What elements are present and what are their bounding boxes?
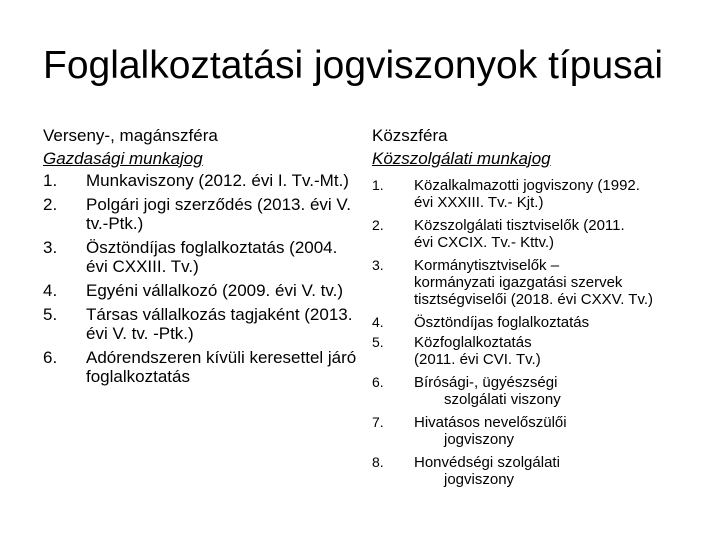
private-sector-column: [43, 126, 363, 391]
item-text: Közfoglalkoztatás: [414, 334, 532, 351]
item-text-continued: (2011. évi CVI. Tv.): [414, 351, 541, 368]
item-number: 3.: [372, 257, 384, 273]
list-item: [43, 171, 363, 190]
item-text: Kormánytisztviselők –: [414, 257, 560, 274]
list-item: [372, 334, 702, 368]
item-text: Társas vállalkozás tagjaként (2013. évi V. tv. -Ptk.): [86, 305, 353, 343]
item-number: 6.: [372, 374, 384, 390]
item-text-continued: jogviszony: [444, 431, 515, 448]
list-item: [43, 348, 363, 386]
item-text-continued: kormányzati igazgatási szervek tisztségviselői (2018. évi CXXV. Tv.): [414, 274, 653, 308]
item-number: 2.: [372, 217, 384, 233]
item-text: Egyéni vállalkozó (2009. évi V. tv.): [86, 281, 344, 300]
item-text: Hivatásos nevelőszülői: [414, 414, 567, 431]
item-text-continued: évi CXCIX. Tv.- Kttv.): [414, 234, 555, 251]
list-item: [372, 217, 702, 251]
list-item: [43, 195, 363, 233]
item-number: 1.: [43, 171, 58, 190]
item-text: Bírósági-, ügyészségi: [414, 374, 558, 391]
list-item: [372, 257, 702, 308]
item-text: Polgári jogi szerződés (2013. évi V. tv.-Ptk.): [86, 195, 351, 233]
list-item: [372, 177, 702, 211]
item-number: 6.: [43, 348, 58, 367]
private-sector-subheading: Gazdasági munkajog: [43, 149, 203, 168]
item-text-continued: jogviszony: [444, 471, 515, 488]
item-text: Munkaviszony (2012. évi I. Tv.-Mt.): [86, 171, 349, 190]
item-number: 4.: [372, 314, 384, 330]
private-sector-heading: Verseny-, magánszféra: [43, 126, 218, 145]
list-item: [43, 238, 363, 276]
item-text: Honvédségi szolgálati: [414, 454, 560, 471]
private-sector-list: [43, 171, 363, 386]
item-number: 1.: [372, 177, 384, 193]
item-number: 5.: [43, 305, 58, 324]
item-number: 5.: [372, 334, 384, 350]
list-item: [372, 314, 702, 331]
item-number: 8.: [372, 454, 384, 470]
list-item: [372, 454, 702, 488]
item-number: 4.: [43, 281, 58, 300]
item-text: Közalkalmazotti jogviszony (1992.: [414, 177, 640, 194]
item-text: Ösztöndíjas foglalkoztatás (2004. évi CXXIII. Tv.): [86, 238, 338, 276]
item-number: 7.: [372, 414, 384, 430]
item-text: Ösztöndíjas foglalkoztatás: [414, 314, 590, 331]
item-text: Adórendszeren kívüli keresettel járó foglalkoztatás: [86, 348, 357, 386]
item-text: Közszolgálati tisztviselők (2011.: [414, 217, 625, 234]
slide-title: Foglalkoztatási jogviszonyok típusai: [43, 44, 663, 87]
item-text-continued: évi XXXIII. Tv.- Kjt.): [414, 194, 544, 211]
public-sector-heading: Közszféra: [372, 126, 448, 145]
list-item: [372, 374, 702, 408]
list-item: [43, 305, 363, 343]
list-item: [372, 414, 702, 448]
item-number: 2.: [43, 195, 58, 214]
list-item: [43, 281, 363, 300]
item-text-continued: szolgálati viszony: [444, 391, 561, 408]
public-sector-subheading: Közszolgálati munkajog: [372, 149, 551, 168]
public-sector-list: [372, 177, 702, 488]
item-number: 3.: [43, 238, 58, 257]
public-sector-column: [372, 126, 702, 488]
